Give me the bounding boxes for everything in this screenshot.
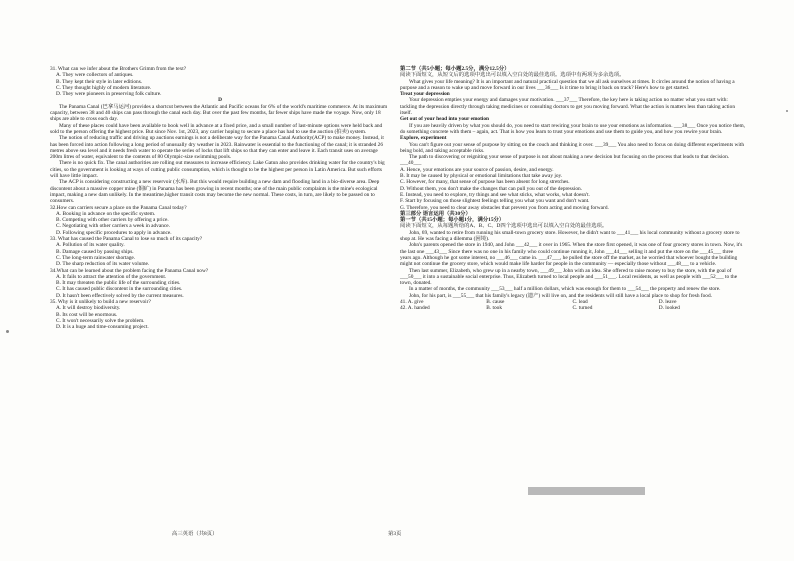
choice-list <box>400 167 745 211</box>
passage-paragraph: The Panama Canal (巴拿马运河) provides a shortcut between the Atlantic and Pacific oceans for 6% of the world's maritime commerce. At its maximum capacity, between 38 and 40 ships can pass through the canal each day. But over the past few months, far fewer ships have made the voyage. Now, only 18 ships are able to cross each day. <box>50 103 388 123</box>
passage-paragraph: If you are heavily driven by what you should do, you need to start rewiring your brain to use your emotions as information. ___38___ Once you notice them, do something concrete with them – again, act. That is how you learn to trust your emotions and use them to guide you, and how you rewire your brain. <box>400 122 745 135</box>
passage-paragraph: The notion of reducing traffic and driving up auctions earnings is not a deliberate way for the Panama Canal Authority(ACP) to make money. Instead, it has been forced into action following a long period of unusually dry weather in 2023. Rainwater is essential to the functioning of the canal; it is stranded 26 metres above sea level and it needs fresh water to operate the series of locks that lift ships so that they can enter and leave it. Each transit uses on average 200m litres of water, equivalent to the contents of 80 Olympic-size swimming pools. <box>50 135 384 161</box>
option: C. It won't necessarily solve the problem. <box>56 317 145 324</box>
option: D. The sharp reduction of its water volume. <box>56 261 150 268</box>
cloze-paragraph: John, for his part, is ___55___ that his family's legacy (遗产) will live on, and the residents will still have a local place to shop for fresh food. <box>409 292 712 299</box>
options-row-42 <box>400 305 745 311</box>
right-column <box>400 66 745 312</box>
option: B. Competing with other carriers by offering a price. <box>56 217 169 224</box>
option: C. lead <box>572 298 588 305</box>
left-column <box>50 66 390 330</box>
passage-paragraph: Many of these places could have been available to book well in advance at a fixed price, and a small number of last-minute options were held back and sold to the person offering the highest price. But since Nov. 1st, 2023, any carrier hoping to secure a place has had to use the auction (拍卖) system. <box>50 122 383 135</box>
option: C. turned <box>572 305 593 312</box>
passage-paragraph: Your depression empties your energy and damages your motivation. ___37___ Therefore, the key here is taking action no matter what you start with: tackling the depression directly through taking medicines or consulting doctors to get you moving forward. What the action is matters less than taking action itself. <box>400 97 735 117</box>
option: A. It will destroy biodiversity. <box>56 305 121 312</box>
cloze-paragraph: John's parents opened the store in 1940, and John ___42___ it over in 1965. When the store first opened, it was one of four grocery stores in town. Now, it's the last one ___43___ Since there was no one in his family who could continue running it, John ___44___ selling it and put the store on the ___45___ three years ago. Although he got some interest, no ___46___ came in. ___47___, he pulled the store off the market, as he worried that whoever bought the building might not continue the grocery store, which would make life harder for people in the community — especially those without ___48___ to a vehicle. <box>400 242 743 268</box>
option: D. leave <box>658 298 677 305</box>
option: 42. A. handed <box>400 305 430 312</box>
passage-heading: Get out of your head into your emotion <box>400 116 490 123</box>
choice-option: D. Without them, you don't make the changes that can pull you out of the depression. <box>400 185 583 192</box>
choice-option: C. However, for many, that sense of purpose has been absent for long stretches. <box>400 179 570 186</box>
footer-left: 高三英语（共8页） <box>172 531 218 537</box>
passage-paragraph: You can't figure out your sense of purpose by sitting on the couch and thinking it over. ___39___ You also need to focus on doing different experiments with being bold, and taking acceptable risks. <box>400 141 745 154</box>
choice-option: G. Therefore, you need to clear away obstacles that prevent you from acting and moving forward. <box>400 204 609 211</box>
option: C. Negotiating with other carriers a week in advance. <box>56 223 170 230</box>
part-title: 第三部分 语言运用（共30分） <box>400 210 471 217</box>
option: B. It may threaten the public life of the surrounding cities. <box>56 280 181 287</box>
option: B. cause <box>486 298 505 305</box>
question-stem: 31. What can we infer about the Brothers Grimm from the text? <box>50 66 187 72</box>
option: B. Its cost will be enormous. <box>56 311 118 318</box>
option: A. Booking in advance on the specific system. <box>56 210 156 217</box>
question-stem: 32.How can carriers secure a place on the Panama Canal today? <box>50 204 187 211</box>
option: C. The long-term rainwater shortage. <box>56 254 136 261</box>
passage-paragraph: What gives your life meaning? It is an important and natural practical question that we all ask ourselves at times. It circles around the notion of having a purpose and a reason to wake up and move forward in our lives ___36___ Is it time to bring it back on track? Here's how to get started. <box>400 78 735 91</box>
passage-paragraph: The ACP is considering constructing a new reservoir (水库). But this would require building a new dam and flooding land in a bio-diverse area. Deep discontent about a massive copper mine (铜矿) in Panama has been growing in recent months; one of the main public complaints is the mine's ecological impact, making a new dam unlikely. In the meantime,higher transit costs may become the new normal. These costs, in turn, are likely to be passed on to consumers. <box>50 179 380 205</box>
choice-option: A. Hence, your emotions are your source of passion, desire, and energy. <box>400 166 554 173</box>
choice-option: B. It may be caused by physical or emotional limitations that take away joy. <box>400 173 563 180</box>
option: D. looked <box>658 305 680 312</box>
section-title: 第二节（共5小题；每小题2.5分，满分12.5分） <box>400 66 510 72</box>
cloze-paragraph: In a matter of months, the community ___53___ half a million dollars, which was enough for them to ___54___ the property and renew the store. <box>409 286 721 293</box>
option: D. Following specific procedures to apply in advance. <box>56 229 172 236</box>
option: A. It fails to attract the attention of the government. <box>56 273 167 280</box>
section-instruction: 阅读下面短文，从短文后的选项中选出可以填入空白处的最佳选项。选项中有两项为多余选项。 <box>400 72 625 79</box>
question-stem: 34.What can be learned about the problem facing the Panama Canal now? <box>50 267 209 274</box>
scan-speck <box>786 110 788 112</box>
option: B. took <box>486 305 502 312</box>
passage-paragraph: The path to discovering or reigniting your sense of purpose is not about making a new decision but focusing on the process that leads to that decision. ___40___ <box>400 154 730 167</box>
cloze-paragraph: John, 69, wanted to retire from running his small-town grocery store. However, he didn't want to ___41___ his local community without a grocery store to shop at. He was facing a dilemma (困境). <box>400 229 740 243</box>
redaction-box <box>528 487 645 495</box>
passage-heading: Treat your depression <box>400 91 450 98</box>
question-stem: 33. What has caused the Panama Canal to lose so much of its capacity? <box>50 236 203 243</box>
passage-heading: Explore, experiment <box>400 135 447 142</box>
question-stem: 35. Why is it unlikely to build a new reservoir? <box>50 298 151 305</box>
section-instruction: 阅读下面短文，从每题所给的A、B、C、D四个选项中选出可以填入空白处的最佳选项。 <box>400 223 608 230</box>
option: B. Damage caused by passing ships. <box>56 248 134 255</box>
option: D. It is a huge and time-consuming project. <box>56 324 149 331</box>
scan-speck <box>6 330 9 333</box>
passage-paragraph: There is no quick fix. The canal authorities are rolling out measures to increase efficiency. Lake Gatun also provides drinking water for the country's big cities, so the government is looking at ways of cutting public consumption, which is thought to be the highest per person in Latin America. But such efforts will have little impact. <box>50 160 385 180</box>
option: C. It has caused public discontent in the surrounding cities. <box>56 286 183 293</box>
option: C. They thought highly of modern literature. <box>56 84 152 91</box>
choice-option: E. Instead, you need to explore, try things and see what sticks, what works, what doesn't. <box>400 191 590 198</box>
passage <box>400 79 745 167</box>
option: A. Pollution of its water quality. <box>56 242 125 249</box>
option: B. They kept their style in later editions. <box>56 78 143 85</box>
option: D. It hasn't been effectively solved by the current measures. <box>56 292 184 299</box>
choice-option: F. Start by focusing on those slightest feelings telling you what you want and don't want. <box>400 198 590 205</box>
page-number: 第3页 <box>388 531 402 537</box>
option: D. They were pioneers in preserving folk culture. <box>56 91 162 98</box>
cloze-paragraph: Then last summer, Elizabeth, who grew up in a nearby town, ___49___ John with an idea. She offered to raise money to buy the store, with the goal of ___50___ it into a sustainable social enterprise. Thus, Elizabeth turned to local people and ___51___. Local residents, as well as people with ___52___ to the town, donated. <box>400 267 738 287</box>
option: A. They were collectors of antiques. <box>56 72 134 79</box>
section-title: 第一节（共15小题；每小题1分，满分15分） <box>400 217 505 224</box>
passage-label: D <box>218 97 222 104</box>
option: 41. A. give <box>400 298 424 305</box>
